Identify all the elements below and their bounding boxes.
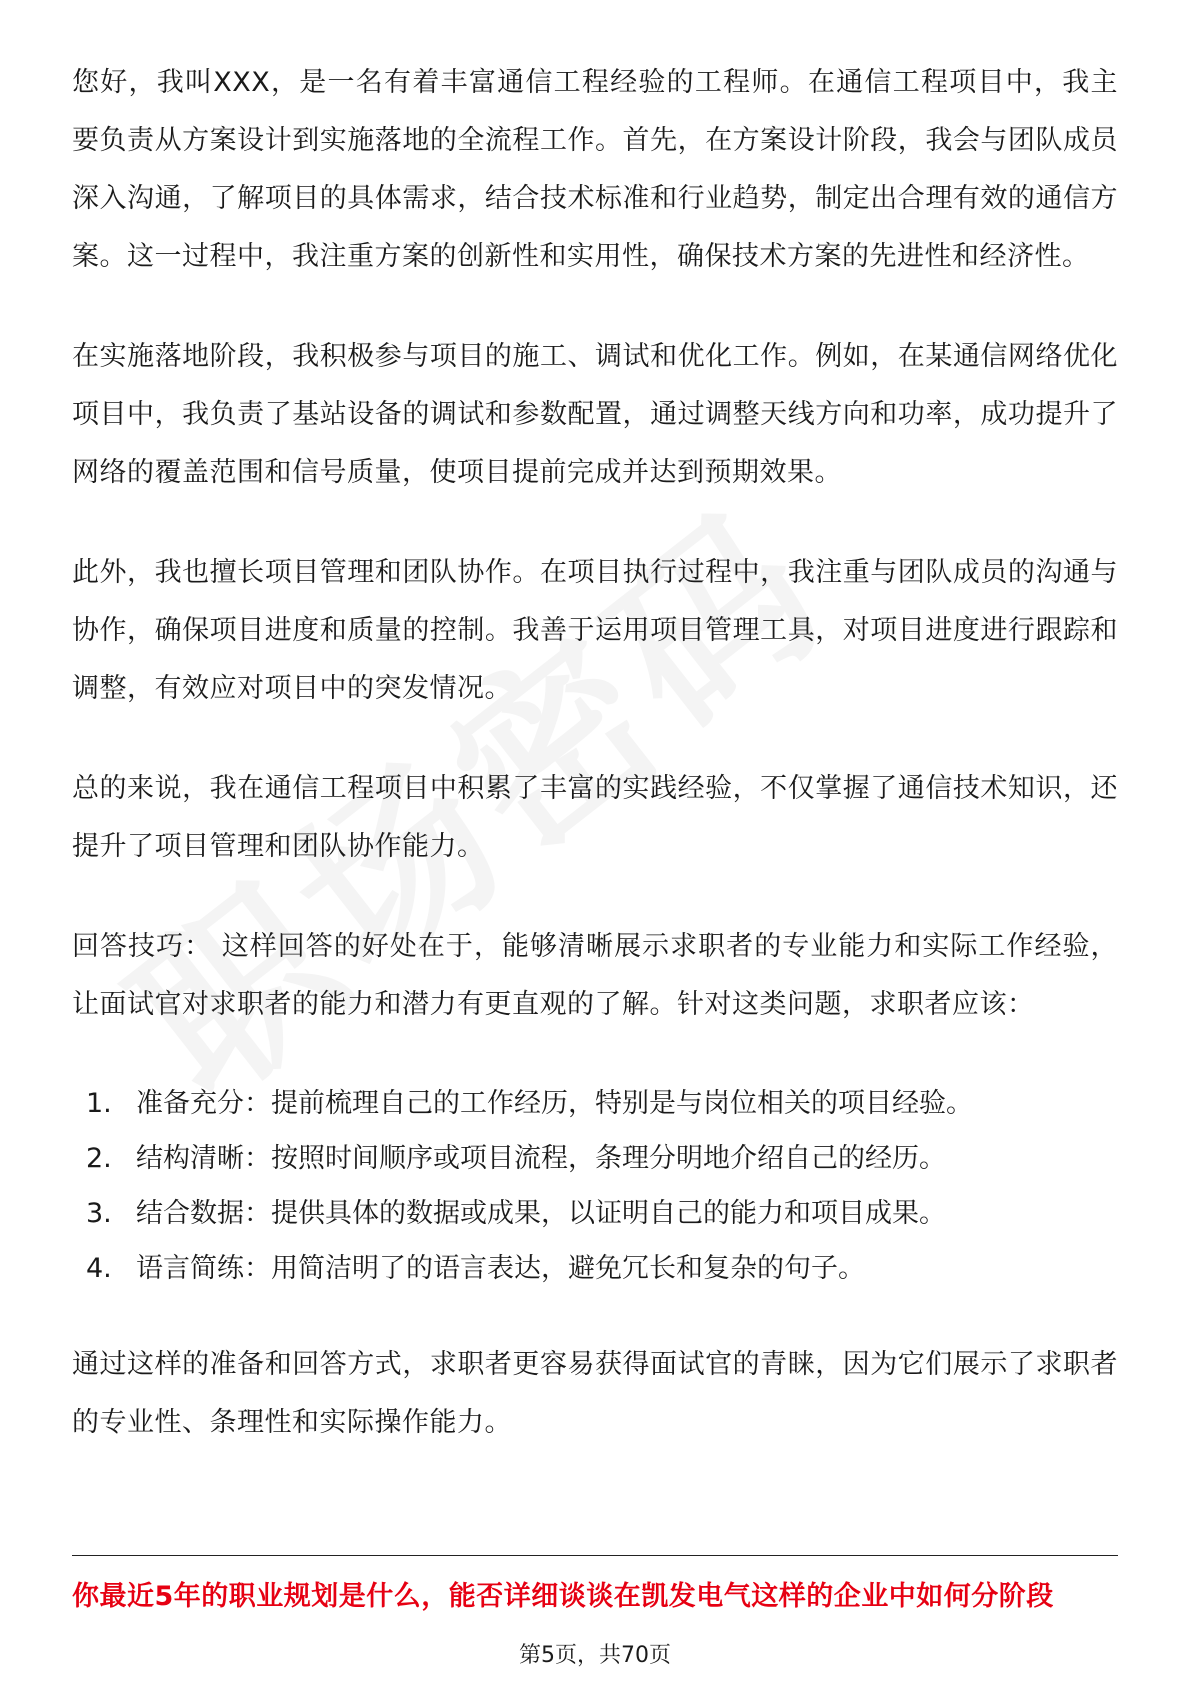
answer-paragraph-1: 您好，我叫XXX，是一名有着丰富通信工程经验的工程师。在通信工程项目中，我主要负责从方案设计到实施落地的全流程工作。首先，在方案设计阶段，我会与团队成员深入沟通，了解项目的具体需求，结合技术标准和行业趋势，制定出合理有效的通信方案。这一过程中，我注重方案的创新性和实用性，确保技术方案的先进性和经济性。 — [72, 67, 1118, 272]
answer-body — [72, 54, 1118, 1494]
list-item-number: 3. — [86, 1198, 112, 1229]
page-number: 第5页，共70页 — [519, 1643, 671, 1668]
list-item-number: 2. — [86, 1143, 112, 1174]
section-divider — [72, 1555, 1118, 1556]
closing-paragraph: 通过这样的准备和回答方式，求职者更容易获得面试官的青睐，因为它们展示了求职者的专业性、条理性和实际操作能力。 — [72, 1349, 1118, 1438]
list-item — [72, 1076, 1118, 1131]
tips-list — [72, 1076, 1118, 1296]
list-item-text: 结构清晰：按照时间顺序或项目流程，条理分明地介绍自己的经历。 — [136, 1143, 946, 1174]
list-item-text: 结合数据：提供具体的数据或成果，以证明自己的能力和项目成果。 — [136, 1198, 946, 1229]
list-item — [72, 1241, 1118, 1296]
list-item-text: 准备充分：提前梳理自己的工作经历，特别是与岗位相关的项目经验。 — [136, 1088, 973, 1119]
list-item — [72, 1131, 1118, 1186]
answer-paragraph-2: 在实施落地阶段，我积极参与项目的施工、调试和优化工作。例如，在某通信网络优化项目中，我负责了基站设备的调试和参数配置，通过调整天线方向和功率，成功提升了网络的覆盖范围和信号质量，使项目提前完成并达到预期效果。 — [72, 341, 1118, 488]
list-item-text: 语言简练：用简洁明了的语言表达，避免冗长和复杂的句子。 — [136, 1253, 865, 1284]
list-item — [72, 1186, 1118, 1241]
next-question-heading: 你最近5年的职业规划是什么，能否详细谈谈在凯发电气这样的企业中如何分阶段 — [72, 1581, 1054, 1612]
list-item-number: 4. — [86, 1253, 112, 1284]
list-item-number: 1. — [86, 1088, 112, 1119]
answer-tips-intro: 回答技巧： 这样回答的好处在于，能够清晰展示求职者的专业能力和实际工作经验，让面试官对求职者的能力和潜力有更直观的了解。针对这类问题，求职者应该： — [72, 931, 1118, 1020]
answer-paragraph-4: 总的来说，我在通信工程项目中积累了丰富的实践经验，不仅掌握了通信技术知识，还提升了项目管理和团队协作能力。 — [72, 773, 1118, 862]
answer-paragraph-3: 此外，我也擅长项目管理和团队协作。在项目执行过程中，我注重与团队成员的沟通与协作，确保项目进度和质量的控制。我善于运用项目管理工具，对项目进度进行跟踪和调整，有效应对项目中的突发情况。 — [72, 557, 1118, 704]
